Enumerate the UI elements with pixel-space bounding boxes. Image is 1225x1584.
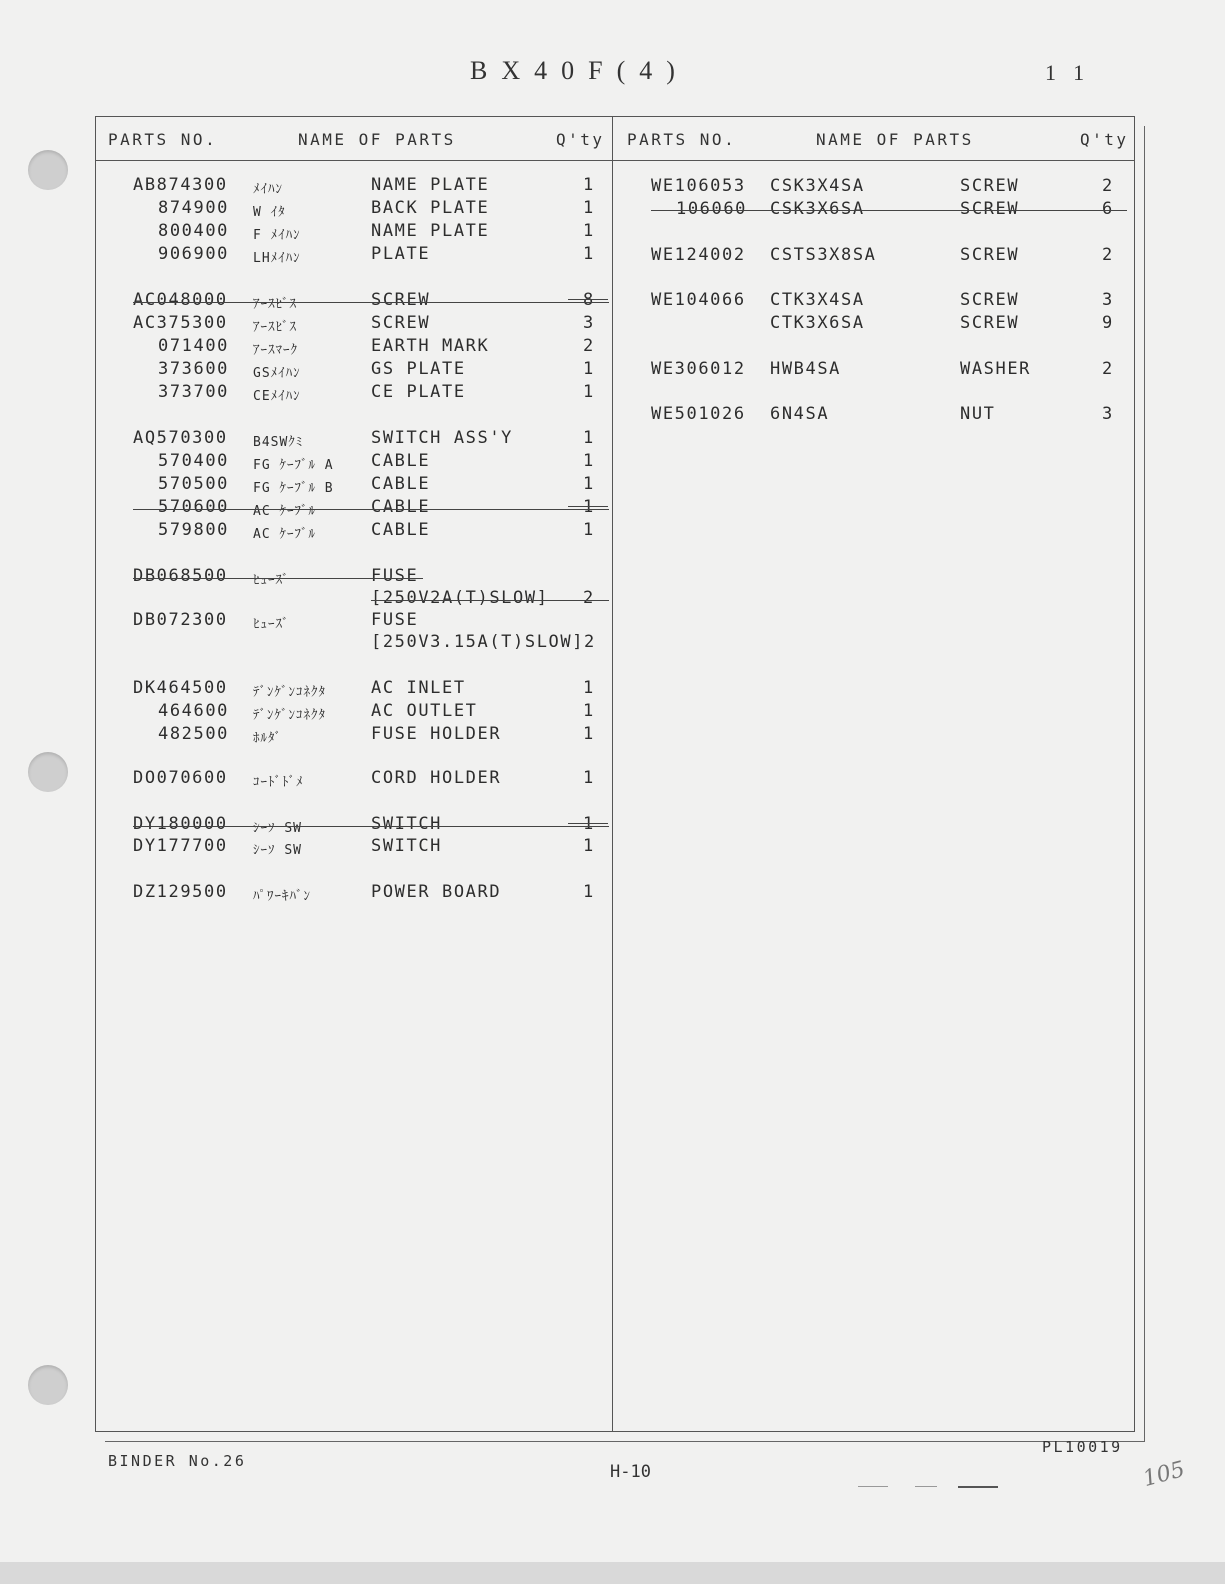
part-quantity: 2 (583, 588, 595, 608)
part-kana-name: GSﾒｲﾊﾝ (253, 366, 301, 381)
part-kana-name: ﾃﾞﾝｹﾞﾝｺﾈｸﾀ (253, 685, 326, 700)
part-number: 570600 (158, 497, 230, 517)
part-name: SCREW (960, 290, 1020, 310)
part-quantity: 3 (583, 313, 595, 333)
pencil-mark (858, 1486, 888, 1487)
page-number: 11 (1045, 60, 1103, 85)
part-quantity: 1 (583, 428, 595, 448)
part-quantity: 1 (583, 244, 595, 264)
part-number: 373700 (158, 382, 230, 402)
part-number: 106060 (676, 199, 748, 219)
part-name: NAME PLATE (371, 221, 490, 241)
part-number: WE124002 (651, 245, 746, 265)
part-quantity: 8 (583, 290, 595, 310)
strikethrough-line (133, 509, 609, 510)
part-code: CTK3X6SA (770, 313, 865, 333)
part-number: 570400 (158, 451, 230, 471)
strikethrough-line (371, 600, 609, 601)
part-name: EARTH MARK (371, 336, 490, 356)
part-kana-name: FG ｹｰﾌﾞﾙ A (253, 458, 334, 473)
part-rating: [250V2A(T)SLOW] (371, 588, 549, 608)
part-quantity: 2 (583, 336, 595, 356)
part-name: SCREW (960, 245, 1020, 265)
part-number: WE306012 (651, 359, 746, 379)
part-number: 579800 (158, 520, 230, 540)
part-kana-name: ｱｰｽﾋﾞｽ (253, 297, 297, 312)
right-header-parts-no: PARTS NO. (627, 130, 737, 149)
part-quantity: 1 (583, 474, 595, 494)
part-name: CABLE (371, 451, 431, 471)
binder-label: BINDER No.26 (108, 1452, 247, 1470)
binder-hole-bottom (28, 1365, 68, 1405)
part-code: 6N4SA (770, 404, 830, 424)
part-name: FUSE (371, 610, 419, 630)
part-number: 906900 (158, 244, 230, 264)
part-quantity: 1 (583, 520, 595, 540)
part-kana-name: ﾃﾞﾝｹﾞﾝｺﾈｸﾀ (253, 708, 326, 723)
part-quantity: 1 (583, 221, 595, 241)
part-name: SCREW (371, 313, 431, 333)
strikethrough-line (651, 210, 1127, 211)
part-name: SWITCH ASS'Y (371, 428, 514, 448)
handwritten-number: 105 (1140, 1456, 1188, 1493)
part-name: FUSE (371, 566, 419, 586)
part-kana-name: ｱｰｽﾋﾞｽ (253, 320, 297, 335)
part-number: 373600 (158, 359, 230, 379)
strikethrough-line (568, 299, 608, 300)
part-name: CABLE (371, 520, 431, 540)
part-quantity: 1 (583, 678, 595, 698)
part-name: POWER BOARD (371, 882, 502, 902)
part-name: SCREW (960, 313, 1020, 333)
part-number: AC048000 (133, 290, 228, 310)
part-kana-name: ｼｰｿ SW (253, 843, 302, 858)
header-rule (95, 160, 1135, 161)
left-header-parts-no: PARTS NO. (108, 130, 218, 149)
part-name: PLATE (371, 244, 431, 264)
part-quantity: 1 (583, 175, 595, 195)
part-quantity: 1 (583, 451, 595, 471)
part-quantity: 1 (583, 497, 595, 517)
part-quantity: 1 (583, 198, 595, 218)
part-quantity: 1 (583, 701, 595, 721)
pencil-mark (915, 1486, 937, 1487)
part-name: SCREW (960, 176, 1020, 196)
strikethrough-line (133, 578, 423, 579)
part-name: AC OUTLET (371, 701, 478, 721)
part-rating: [250V3.15A(T)SLOW]2 (371, 632, 596, 652)
part-kana-name: ｱｰｽﾏｰｸ (253, 343, 298, 358)
part-name: SWITCH (371, 836, 443, 856)
part-kana-name: W ｲﾀ (253, 205, 286, 220)
part-name: NAME PLATE (371, 175, 490, 195)
part-number: AQ570300 (133, 428, 228, 448)
part-quantity: 6 (1102, 199, 1114, 219)
part-name: CE PLATE (371, 382, 466, 402)
part-number: 800400 (158, 221, 230, 241)
part-kana-name: AC ｹｰﾌﾞﾙ (253, 527, 316, 542)
part-quantity: 1 (583, 882, 595, 902)
binder-hole-top (28, 150, 68, 190)
part-kana-name: ﾒｲﾊﾝ (253, 182, 283, 197)
part-kana-name: AC ｹｰﾌﾞﾙ (253, 504, 316, 519)
part-name: SWITCH (371, 814, 443, 834)
part-kana-name: ｺｰﾄﾞﾄﾞﾒ (253, 775, 304, 790)
strikethrough-line (133, 302, 609, 303)
column-divider (612, 116, 613, 1432)
part-number: DY180000 (133, 814, 228, 834)
part-number: WE501026 (651, 404, 746, 424)
part-kana-name: ｼｰｿ SW (253, 821, 302, 836)
part-name: CABLE (371, 474, 431, 494)
part-kana-name: ﾎﾙﾀﾞ (253, 731, 282, 746)
page-code: H-10 (610, 1462, 651, 1482)
left-header-qty: Q'ty (556, 130, 605, 149)
page-bottom-shadow (0, 1562, 1225, 1584)
part-name: SCREW (960, 199, 1020, 219)
pencil-mark (958, 1486, 998, 1488)
part-quantity: 3 (1102, 404, 1114, 424)
part-number: WE106053 (651, 176, 746, 196)
part-number: 464600 (158, 701, 230, 721)
part-quantity: 1 (583, 724, 595, 744)
part-quantity: 1 (583, 814, 595, 834)
part-name: AC INLET (371, 678, 466, 698)
part-number: AC375300 (133, 313, 228, 333)
part-name: NUT (960, 404, 996, 424)
part-code: CSK3X6SA (770, 199, 865, 219)
part-quantity: 1 (583, 382, 595, 402)
part-kana-name: ﾊﾟﾜｰｷﾊﾞﾝ (253, 889, 311, 904)
part-number: AB874300 (133, 175, 228, 195)
pl-code: PL10019 (1042, 1438, 1123, 1456)
strikethrough-line (568, 823, 608, 824)
strikethrough-line (568, 506, 608, 507)
part-name: BACK PLATE (371, 198, 490, 218)
part-name: CORD HOLDER (371, 768, 502, 788)
part-quantity: 1 (583, 359, 595, 379)
part-name: FUSE HOLDER (371, 724, 502, 744)
binder-hole-middle (28, 752, 68, 792)
part-quantity: 1 (583, 768, 595, 788)
part-code: HWB4SA (770, 359, 842, 379)
part-number: DB072300 (133, 610, 228, 630)
part-name: CABLE (371, 497, 431, 517)
part-name: SCREW (371, 290, 431, 310)
part-number: 482500 (158, 724, 230, 744)
part-kana-name: ﾋｭｰｽﾞ (253, 617, 290, 632)
part-kana-name: B4SWｸﾐ (253, 435, 304, 450)
part-quantity: 2 (1102, 176, 1114, 196)
part-code: CSK3X4SA (770, 176, 865, 196)
part-quantity: 9 (1102, 313, 1114, 333)
part-kana-name: ﾋｭｰｽﾞ (253, 573, 290, 588)
document-title: BX40F(4) (470, 56, 689, 85)
part-kana-name: F ﾒｲﾊﾝ (253, 228, 301, 243)
part-number: DY177700 (133, 836, 228, 856)
right-header-name: NAME OF PARTS (816, 130, 974, 149)
part-number: DO070600 (133, 768, 228, 788)
part-code: CSTS3X8SA (770, 245, 877, 265)
part-number: DK464500 (133, 678, 228, 698)
part-quantity: 2 (1102, 245, 1114, 265)
part-number: DB068500 (133, 566, 228, 586)
part-quantity: 2 (1102, 359, 1114, 379)
part-quantity: 3 (1102, 290, 1114, 310)
right-header-qty: Q'ty (1080, 130, 1129, 149)
part-name: WASHER (960, 359, 1032, 379)
part-number: WE104066 (651, 290, 746, 310)
part-number: 071400 (158, 336, 230, 356)
part-quantity: 1 (583, 836, 595, 856)
part-kana-name: CEﾒｲﾊﾝ (253, 389, 301, 404)
strikethrough-line (133, 826, 609, 827)
part-kana-name: FG ｹｰﾌﾞﾙ B (253, 481, 334, 496)
part-name: GS PLATE (371, 359, 466, 379)
part-number: DZ129500 (133, 882, 228, 902)
part-code: CTK3X4SA (770, 290, 865, 310)
part-kana-name: LHﾒｲﾊﾝ (253, 251, 301, 266)
part-number: 874900 (158, 198, 230, 218)
left-header-name: NAME OF PARTS (298, 130, 456, 149)
part-number: 570500 (158, 474, 230, 494)
